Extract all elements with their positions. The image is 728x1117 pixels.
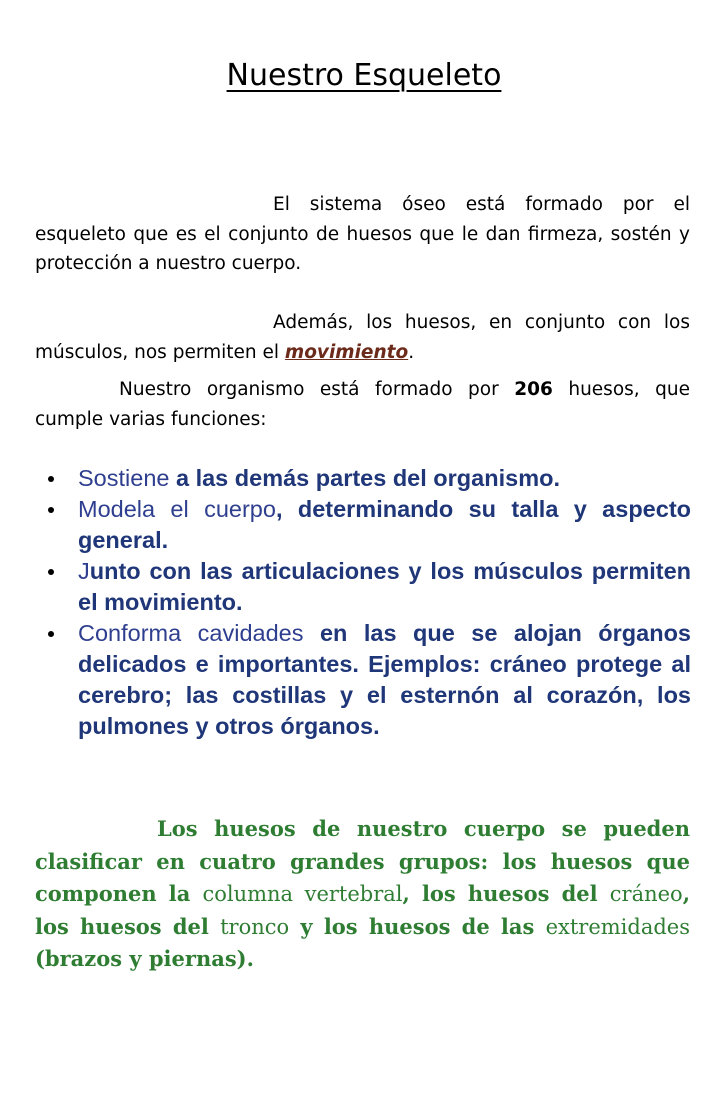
list-item: [0, 618, 728, 742]
bones-count-paragraph: [35, 375, 690, 434]
bones-count-text: Nuestro organismo está formado por: [119, 379, 515, 400]
intro-text: El sistema óseo está formado por el esqueleto que es el conjunto de huesos que le dan firmeza, sostén y protección a nuestro cuerpo.: [35, 194, 690, 274]
classification-text-3: , los huesos del: [35, 881, 690, 939]
classification-text-2: , los huesos del: [402, 881, 610, 906]
function-lead: Modela el cuerpo: [78, 496, 276, 522]
list-item: [0, 463, 728, 494]
classification-paragraph: [35, 813, 690, 976]
group-trunk: tronco: [220, 914, 290, 939]
function-lead: Sostiene: [78, 465, 170, 491]
movement-text: Además, los huesos, en conjunto con los músculos, nos permiten el: [35, 312, 690, 363]
bullet-icon: [48, 507, 54, 513]
page-title: [0, 58, 728, 93]
function-lead: Conforma cavidades: [78, 620, 304, 646]
group-column: columna vertebral: [202, 882, 403, 906]
function-text: a las demás partes del organismo.: [169, 465, 560, 491]
movement-paragraph: [35, 308, 690, 367]
list-item: [0, 494, 728, 556]
intro-paragraph: [35, 190, 690, 279]
movement-end: .: [408, 341, 415, 363]
page-title-text: Nuestro Esqueleto: [226, 58, 502, 93]
function-text: unto con las articulaciones y los músculos permiten el movimiento.: [78, 558, 691, 615]
group-limbs: extremidades: [545, 914, 690, 939]
bullet-icon: [48, 476, 54, 482]
function-lead: J: [78, 558, 90, 584]
functions-list: [0, 463, 728, 742]
function-text: , determinando su talla y aspecto general.: [78, 496, 691, 553]
classification-text-5: (brazos y piernas).: [35, 946, 254, 971]
bones-count-end: huesos, que cumple varias funciones:: [35, 379, 691, 430]
bullet-icon: [48, 569, 54, 575]
bullet-icon: [48, 631, 54, 637]
classification-text-4: y los huesos de las: [289, 913, 546, 939]
movement-keyword: movimiento: [284, 341, 409, 363]
bones-count-number: 206: [514, 379, 553, 400]
group-skull: cráneo: [609, 882, 683, 906]
function-text: en las que se alojan órganos delicados e importantes. Ejemplos: cráneo protege al cerebro; las costillas y el esternón al corazón, los pulmones y otros órganos.: [78, 620, 691, 739]
classification-text-1: Los huesos de nuestro cuerpo se pueden clasificar en cuatro grandes grupos: los huesos que componen la: [35, 816, 690, 906]
list-item: [0, 556, 728, 618]
